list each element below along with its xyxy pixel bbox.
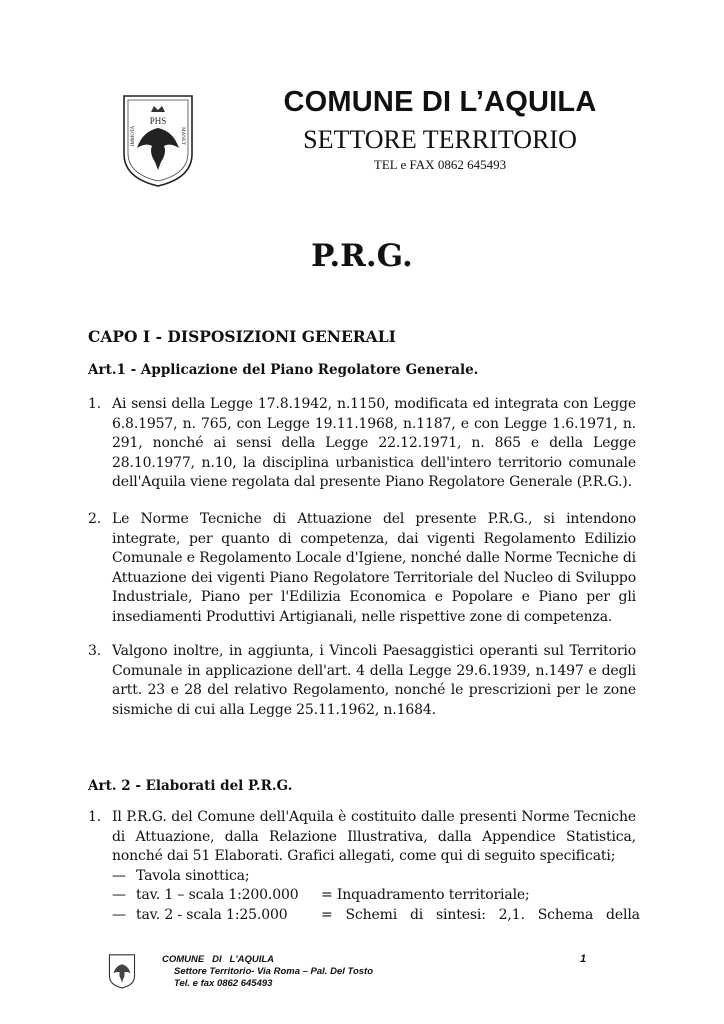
chapter-heading: CAPO I - DISPOSIZIONI GENERALI: [88, 327, 396, 346]
svg-text:IMMOTA: IMMOTA: [131, 125, 136, 147]
paragraph-number: 2.: [88, 511, 102, 527]
dash-bullet: —: [112, 867, 126, 884]
article-2-paragraph-1: [88, 808, 640, 925]
paragraph-text: Valgono inoltre, in aggiunta, i Vincoli Paesaggistici operanti sul Territorio Comunale in applicazione dell'art. 4 della Legge 29.6.1939, n.1497 e degli artt. 23 e 28 del relativo Regolamento, nonché le prescrizioni per le zone sismiche di cui alla Legge 25.11.1962, n.1684.: [112, 643, 636, 718]
article-1-heading: Art.1 - Applicazione del Piano Regolatore Generale.: [88, 362, 479, 378]
paragraph-number: 1.: [88, 396, 102, 412]
svg-text:PHS: PHS: [149, 116, 167, 126]
contact-phone: TEL e FAX 0862 645493: [373, 157, 507, 172]
list-item: [112, 886, 636, 906]
paragraph-text: Le Norme Tecniche di Attuazione del presente P.R.G., si intendono integrate, per quanto di competenza, dai vigenti Regolamento Edilizio Comunale e Regolamento Locale d'Igiene, nonché dalle Norme Tecniche di Attuazione dei vigenti Piano Regolatore Territoriale del Nucleo di Sviluppo Industriale, Piano per l'Edilizia Economica e Popolare e Piano per gli insediamenti Produttivi Artigianali, nelle rispettive zone di competenza.: [112, 511, 636, 625]
document-title: P.R.G.: [311, 238, 413, 274]
list-item-scale: tav. 2 - scala 1:25.000: [136, 906, 288, 923]
svg-text:MANET: MANET: [180, 127, 185, 145]
footer-contact: Tel. e fax 0862 645493: [174, 978, 273, 989]
paragraph-number: 1.: [88, 809, 102, 825]
article-1-paragraph-1: [88, 395, 636, 493]
list-item-text: Tavola sinottica;: [136, 867, 250, 884]
list-item: [112, 906, 640, 926]
footer-eagle-crest-icon: [108, 953, 136, 989]
department-subtitle: SETTORE TERRITORIO: [303, 125, 577, 154]
paragraph-number: 3.: [88, 643, 102, 659]
dash-bullet: —: [112, 906, 126, 923]
article-1-paragraph-2: [88, 510, 636, 627]
organization-title: COMUNE DI L’AQUILA: [283, 86, 597, 118]
footer-organization: COMUNE DI L'AQUILA: [162, 954, 275, 965]
dash-bullet: —: [112, 887, 126, 903]
article-1-paragraph-3: [88, 642, 636, 720]
list-item-scale: tav. 1 – scala 1:200.000: [136, 887, 299, 903]
footer-address: Settore Territorio- Via Roma – Pal. Del Tosto: [174, 966, 374, 977]
list-item: [112, 867, 636, 887]
page-number: 1: [580, 953, 587, 965]
list-item-description: = Schemi di sintesi: 2,1. Schema della: [321, 906, 640, 923]
paragraph-text: Ai sensi della Legge 17.8.1942, n.1150, modificata ed integrata con Legge 6.8.1957, n. 765, con Legge 19.11.1968, n.1187, e con Legge 1.6.1971, n. 291, nonché ai sensi della Legge 22.12.1971, n. 865 e della Legge 28.10.1977, n.10, la disciplina urbanistica dell'intero territorio comunale dell'Aquila viene regolata dal presente Piano Regolatore Generale (P.R.G.).: [112, 396, 636, 490]
article-2-heading: Art. 2 - Elaborati del P.R.G.: [88, 778, 293, 794]
paragraph-text: Il P.R.G. del Comune dell'Aquila è costituito dalle presenti Norme Tecniche di Attuazione, dalla Relazione Illustrativa, dalla Appendice Statistica, nonché dai 51 Elaborati. Grafici allegati, come qui di seguito specificati;: [112, 809, 636, 864]
eagle-crest-icon: [120, 92, 196, 188]
list-item-description: = Inquadramento territoriale;: [321, 887, 530, 903]
